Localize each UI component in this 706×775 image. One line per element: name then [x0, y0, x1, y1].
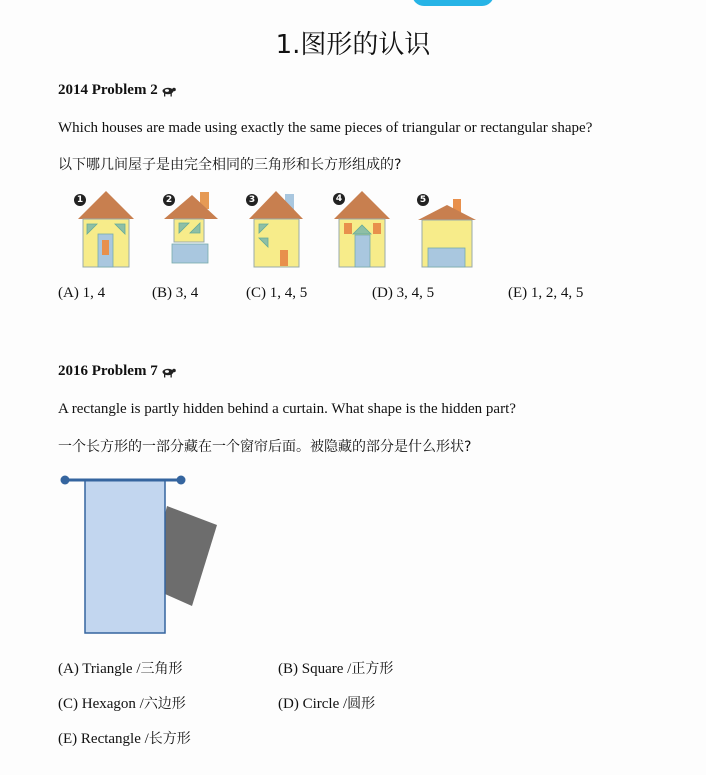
house-number: 1 [74, 194, 86, 206]
option-zh: 长方形 [148, 731, 191, 747]
problem-2-question-en: A rectangle is partly hidden behind a curtain. What shape is the hidden part? [58, 401, 516, 417]
problem-1-question-zh: 以下哪几间屋子是由完全相同的三角形和长方形组成的? [58, 157, 402, 173]
option-zh: 三角形 [140, 661, 183, 677]
house-4 [330, 188, 394, 275]
house-2 [160, 188, 224, 275]
option-en: (B) Square / [278, 661, 352, 677]
curtain [85, 480, 165, 633]
page-title: 1.图形的认识 [275, 30, 431, 60]
problem-1-question-en: Which houses are made using exactly the same pieces of triangular or rectangular shape? [58, 120, 593, 136]
problem-1-option-a[interactable]: (A) 1, 4 [58, 285, 106, 301]
house-5 [415, 188, 479, 275]
curtain-figure [55, 468, 225, 640]
rod-end-left [61, 476, 70, 485]
problem-2-option-a[interactable] [58, 658, 183, 678]
house-1 [74, 188, 138, 275]
problem-1-option-d[interactable]: (D) 3, 4, 5 [372, 285, 435, 301]
problem-2-option-c[interactable] [58, 693, 186, 713]
option-zh: 六边形 [143, 696, 186, 712]
problem-2-heading-text: 2016 Problem 7 [58, 363, 158, 379]
problem-1-heading [58, 82, 176, 99]
problem-1-option-b[interactable]: (B) 3, 4 [152, 285, 199, 301]
house-3 [243, 188, 307, 275]
problem-1-option-c[interactable]: (C) 1, 4, 5 [246, 285, 308, 301]
cow-icon [160, 366, 176, 378]
problem-2-option-d[interactable] [278, 693, 375, 713]
house-number: 5 [417, 194, 429, 206]
problem-2-option-e[interactable] [58, 728, 191, 748]
cow-icon [160, 85, 176, 97]
house-number: 4 [333, 193, 345, 205]
option-en: (A) Triangle / [58, 661, 141, 677]
option-en: (C) Hexagon / [58, 696, 144, 712]
option-zh: 圆形 [347, 696, 376, 712]
top-decoration [412, 0, 494, 6]
problem-1-heading-text: 2014 Problem 2 [58, 82, 158, 98]
house-number: 3 [246, 194, 258, 206]
problem-2-question-zh: 一个长方形的一部分藏在一个窗帘后面。被隐藏的部分是什么形状? [58, 439, 472, 455]
problem-2-heading [58, 363, 176, 380]
house-number: 2 [163, 194, 175, 206]
rod-end-right [177, 476, 186, 485]
option-en: (D) Circle / [278, 696, 348, 712]
option-en: (E) Rectangle / [58, 731, 149, 747]
problem-1-option-e[interactable]: (E) 1, 2, 4, 5 [508, 285, 584, 301]
problem-2-option-b[interactable] [278, 658, 393, 678]
option-zh: 正方形 [351, 661, 394, 677]
